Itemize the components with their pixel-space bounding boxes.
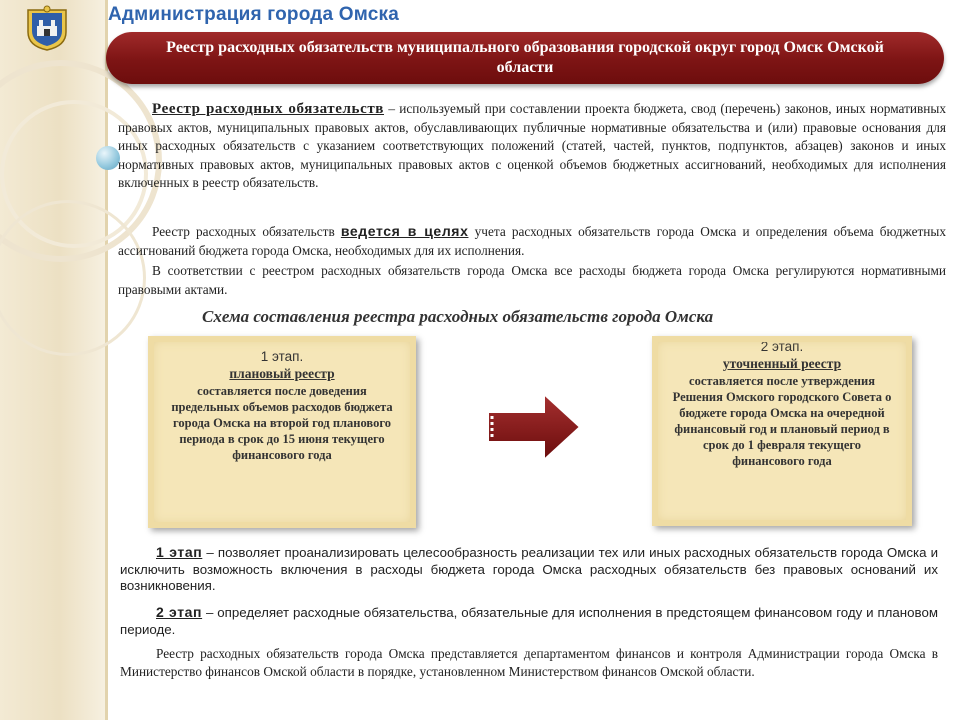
defined-term: Реестр расходных обязательств xyxy=(152,101,385,117)
regulation-paragraph xyxy=(118,262,946,299)
stage-2-note-label: 2 этап xyxy=(156,604,203,620)
right-arrow-icon xyxy=(486,392,582,462)
stage-1-heading: 1 этап. xyxy=(260,349,304,364)
stage-1-subtitle: плановый реестр xyxy=(229,366,335,381)
submission-text: Реестр расходных обязательств города Омска представляется департаментом финансов и контроля Администрации города Омска в Министерство финансов Омской области в порядке, установленном Министерством финансов Омской области. xyxy=(120,646,938,679)
stage-2-heading: 2 этап. xyxy=(760,339,804,354)
scheme-title: Схема составления реестра расходных обязательств города Омска xyxy=(202,307,714,326)
stage-2-description: составляется после утверждения Решения Омского городского Совета о бюджете города Омска на очередной финансовый год и плановый период в срок до 1 февраля текущего финансового года xyxy=(672,374,892,468)
stage-1-note xyxy=(120,544,938,595)
stage-2-subtitle: уточненный реестр xyxy=(722,356,842,371)
regulation-text: В соответствии с реестром расходных обязательств города Омска все расходы бюджета города Омска регулируются нормативными правовыми актами. xyxy=(118,263,946,297)
stage-2-note-text: – определяет расходные обязательства, обязательные для исполнения в предстоящем финансовом году и плановом периоде. xyxy=(120,605,938,637)
org-title: Администрация города Омска xyxy=(108,4,400,25)
decor-bubble xyxy=(96,146,120,170)
stage-2-box xyxy=(652,336,912,526)
stage-1-description: составляется после доведения предельных объемов расходов бюджета города Омска на второй год планового периода в срок до 15 июня текущего финансового года xyxy=(171,384,393,462)
definition-paragraph xyxy=(118,100,946,193)
stage-1-note-label: 1 этап xyxy=(156,544,203,560)
coat-of-arms-icon xyxy=(22,4,72,52)
stage-1-note-text: – позволяет проанализировать целесообразность реализации тех или иных расходных обязательств города Омска и исключить возможность включения в расходы бюджета города Омска расходных обязательств без правовых оснований их возникновения. xyxy=(120,545,939,594)
stage-1-box xyxy=(148,336,416,528)
purpose-paragraph xyxy=(118,222,946,260)
page-title: Реестр расходных обязательств муниципального образования городской округ город Омск Омской области xyxy=(166,39,884,76)
purpose-highlight: ведется в целях xyxy=(340,223,469,239)
purpose-text-start: Реестр расходных обязательств xyxy=(152,224,341,239)
submission-paragraph xyxy=(120,645,938,680)
definition-text: – используемый при составлении проекта бюджета, свод (перечень) законов, иных нормативных правовых актов, муниципальных правовых актов, обуславливающих публичные нормативные обязательства и (или) правовые основания для иных расходных обязательств с указанием соответствующих положений (статей, частей, пунктов, подпунктов, абзацев) законов и иных нормативных правовых актов, муниципальных правовых актов с оценкой объемов бюджетных ассигнований, необходимых для исполнения включенных в реестр обязательств. xyxy=(118,101,946,191)
stage-2-note xyxy=(120,604,938,638)
purpose-text-end: учета расходных обязательств города Омска и определения объема бюджетных ассигнований бюджета города Омска, необходимых для их исполнения. xyxy=(118,224,946,258)
page-title-banner xyxy=(106,32,944,84)
